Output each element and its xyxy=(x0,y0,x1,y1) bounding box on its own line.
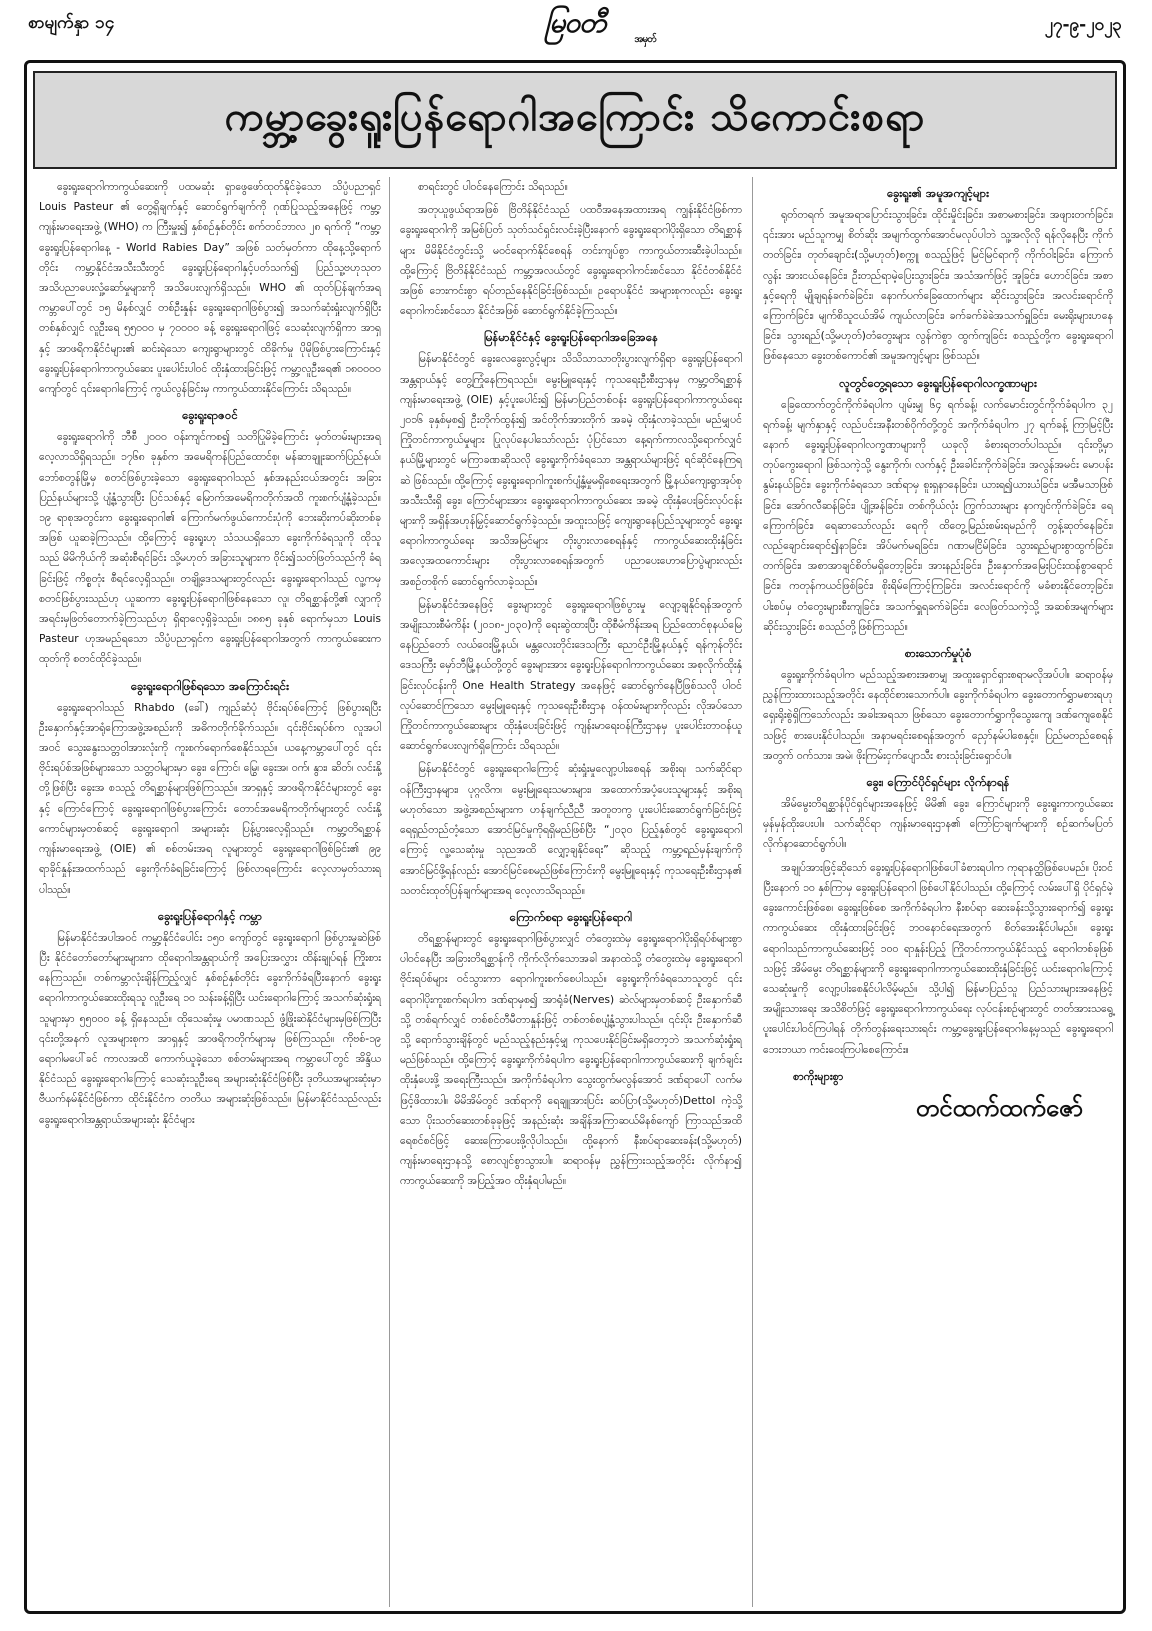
title-banner xyxy=(33,71,1117,169)
section-heading: စားသောက်မှုပုံစံ xyxy=(904,646,972,661)
body-paragraph: ခွေးရူးရောဂါသည် Rhabdo (ခေါ်) ကျည်ဆံပုံ ဗိုင်းရပ်စ်ကြောင့် ဖြစ်ပွားရပြီး ဦးနှောက်နှင့်အာရုံကြောအဖွဲ့အစည်းကို အဓိကတိုက်ခိုက်သည်။ ၎င်းဗိုင်းရပ်စ်က လူအပါအဝင် သွေးနွေးသတ္တဝါအားလုံးကို ကူးစက်ရောက်စေနိုင်သည်။ ယနေ့ကမ္ဘာပေါ်တွင် ၎င်းဗိုင်းရပ်စ်အဖြစ်များသော သတ္တဝါများမှာ ခွေး၊ ကြောင်၊ မြွေ၊ ခွေးအ၊ ဝက်၊ နွား၊ ဆိတ်၊ လင်းနို့ တို့ဖြစ်ပြီး ခွေးအ စသည့် တိရစ္ဆာန်များဖြစ်ကြသည်။ အာရှနှင့် အာဖရိကနိုင်ငံများတွင် ခွေးနှင့် ကြောင်ကြောင့် ခွေးရူးရောဂါဖြစ်ပွားကြောင်း တောင်အမေရိကတိုက်များတွင် လင်းနို့ကောင်များမှတစ်ဆင့် ခွေးရူးရောဂါ အများဆုံး ပြန့်ပွားလေ့ရှိသည်။ ကမ္ဘာ့တိရစ္ဆာန်ကျန်းမာရေးအဖွဲ့ (OIE) ၏ စစ်တမ်းအရ လူများတွင် ခွေးရူးရောဂါဖြစ်ခြင်း၏ ၉၉ ရာခိုင်နှုန်းအထက်သည် ခွေးကိုက်ခံရခြင်းကြောင့် ဖြစ်လာရကြောင်း လေ့လာမှတ်သားရပါသည်။ xyxy=(39,701,381,896)
section-heading: ခွေးရူးရောဂါဖြစ်ရသော အကြောင်းရင်း xyxy=(130,678,290,693)
body-paragraph: မြန်မာနိုင်ငံတွင် ခွေးလေခွေးလွင့်များ သိသိသာသာတိုးပွားလျက်ရှိရာ ခွေးရူးပြန်ရောဂါအန္တရာယ်နှင့် တွေ့ကြုံနေကြရသည်။ မွေးမြူရေးနှင့် ကုသရေးဦးစီးဌာနမှ ကမ္ဘာ့တိရစ္ဆာန်ကျန်းမာရေးအဖွဲ့ (OIE) နှင့်ပူးပေါင်း၍ မြန်မာပြည်တစ်ဝန်း ခွေးရူးပြန်ရောဂါကာကွယ်ရေး ၂၀၁၆ ခုနှစ်မှစ၍ ဦးတိုက်ထွန်း၍ အင်တိုက်အားတိုက် အခမဲ့ ထိုးနှံလာခဲ့သည်။ မည်မျှပင် ကြိုတင်ကာကွယ်မှုများ ပြုလုပ်နေပါသော်လည်း ပုံပြင်သော နေ့ရက်ကာလသို့ရောက်လျှင် နယ်မြို့များတွင် မကြာခဏဆိုသလို ခွေးရူးကိုက်ခံရသော အန္တရာယ်များဖြင့် ရင်ဆိုင်နေကြရဆဲ ဖြစ်သည်။ ထို့ကြောင့် ခွေးရူးရောဂါကူးစက်ပျံ့နှံ့မှုမရှိစေရေးအတွက် မြို့နယ်ကျေးရွာအုပ်စု အသီးသီးရှိ ခွေး၊ ကြောင်များအား ခွေးရူးရောဂါကာကွယ်ဆေး အခမဲ့ ထိုးနှံပေးခြင်းလုပ်ငန်းများကို အရှိန်အဟုန်မြှင့်ဆောင်ရွက်ခဲ့သည်။ အထူးသဖြင့် ကျေးရွာနေပြည်သူများတွင် ခွေးရူးရောဂါကာကွယ်ရေး အသိအမြင်များ တိုးပွားလာစေရန်နှင့် ကာကွယ်ဆေးထိုးနှံခြင်း အလေ့အထကောင်းများ တိုးပွားလာစေရန်အတွက် ပညာပေးဟောပြောပွဲများလည်း အစဉ်တစိုက် ဆောင်ရွက်လာခဲ့သည်။ xyxy=(400,353,742,588)
body-paragraph: အိမ်မွေးတိရစ္ဆာန်ပိုင်ရှင်များအနေဖြင့် မိမိ၏ ခွေး၊ ကြောင်များကို ခွေးရူးကာကွယ်ဆေး မှန်မှန်ထိုးပေးပါ။ သက်ဆိုင်ရာ ကျန်းမာရေးဌာန၏ ကြော်ငြာချက်များကို စဉ်ဆက်မပြတ် လိုက်နာဆောင်ရွက်ပါ။ xyxy=(763,798,1113,851)
col3-content xyxy=(763,183,1113,1128)
article-frame xyxy=(24,60,1126,1614)
section-heading: လူတွင်တွေ့ရသော ခွေးရူးပြန်ရောဂါလက္ခဏာများ xyxy=(839,375,1037,390)
body-paragraph: ခြေထောက်တွင်ကိုက်ခံရပါက ပျမ်းမျှ ၆၄ ရက်ခန့်၊ လက်မောင်းတွင်ကိုက်ခံရပါက ၃၂ ရက်ခန့်၊ မျက်နှာနှင့် လည်ပင်းအနီးတစ်ဝိုက်တို့တွင် အကိုက်ခံရပါက ၂၇ ရက်ခန့် ကြာမြင့်ပြီးနောက် ခွေးရူးပြန်ရောဂါလက္ခဏာများကို ယခုလို ခံစားရတတ်ပါသည်။ ၎င်းတို့မှာ တုပ်ကွေးရောဂါ ဖြစ်သကဲ့သို့ နွေးကိုက်၊ လက်နှင့် ဦးခေါင်းကိုက်ခဲခြင်း၊ အလွန်အမင်း မောပန်းနွမ်းနယ်ခြင်း၊ ခွေးကိုက်ခံရသော ဒဏ်ရာမှ စူးရှနာနေခြင်း၊ ယားရ၍ယားယံခြင်း၊ မအီမသာဖြစ်ခြင်း၊ အော်ဂလီဆန်ခြင်း၊ ပျို့အန်ခြင်း၊ တစ်ကိုယ်လုံး ကြွက်သားများ နာကျင်ကိုက်ခဲခြင်း၊ ရေကြောက်ခြင်း၊ ရေဆာသော်လည်း ရေကို ထိတွေ့မြည်းစမ်းရမည်ကို တွန့်ဆုတ်နေခြင်း၊ လည်ချောင်းရောင်၍နာခြင်း၊ အိပ်မက်မရခြင်း၊ ဂဏာမငြိမ်ခြင်း၊ သွားရည်များစွာထွက်ခြင်း၊ တက်ခြင်း၊ အစာအာချင်စိတ်မရှိတော့ခြင်း၊ အားနည်းခြင်း၊ ဦးနှောက်အမြေးပြင်းထန်စွာရောင်ခြင်း၊ ကတုန်ကယင်ဖြစ်ခြင်း၊ စိုးရိမ်ကြောင့်ကြခြင်း၊ အလင်းရောင်ကို မခံစားနိုင်တော့ခြင်း၊ ပါးစပ်မှ တံတွေးများစီးကျခြင်း၊ အသက်ရှူရခက်ခဲခြင်း၊ လေဖြတ်သကဲ့သို့ အဆစ်အမျက်များ ဆိုင်းသွားခြင်း စသည်တို့ဖြစ်ကြသည်။ xyxy=(763,398,1113,633)
body-paragraph: အတုယူဖွယ်ရာအဖြစ် ဗြိတိန်နိုင်ငံသည် ပထဝီအနေအထားအရ ကျွန်းနိုင်ငံဖြစ်ကာ ခွေးရူးရောဂါကို အမြစ်ပြတ် သုတ်သင်ရှင်းလင်းခဲ့ပြီးနောက် ခွေးရူးရောဂါပိုးရှိသော တိရစ္ဆာန်များ မိမိနိုင်ငံတွင်းသို့ မဝင်ရောက်နိုင်စေရန် တင်းကျပ်စွာ ကာကွယ်တားဆီးခဲ့ပါသည်။ ထို့ကြောင့် ဗြိတိန်နိုင်ငံသည် ကမ္ဘာ့အလယ်တွင် ခွေးရူးရောဂါကင်းစင်သော နိုင်ငံတစ်နိုင်ငံအဖြစ် ဘေးကင်းစွာ ရပ်တည်နေနိုင်ခြင်းဖြစ်သည်။ ဥရောပနိုင်ငံ အများစုကလည်း ခွေးရူးရောဂါကင်းစင်သော နိုင်ငံအဖြစ် ဆောင်ရွက်နိုင်ခဲ့ကြသည်။ xyxy=(400,204,742,318)
column-2 xyxy=(389,177,753,1607)
column-1 xyxy=(35,177,389,1607)
body-paragraph: စာရင်းတွင် ပါဝင်နေကြောင်း သိရသည်။ xyxy=(418,181,568,193)
section-heading: ခွေးရူးရာဇဝင် xyxy=(182,408,238,423)
page-header xyxy=(0,0,1152,60)
newspaper-logo xyxy=(480,4,670,50)
body-paragraph: မြန်မာနိုင်ငံတွင် ခွေးရူးရောဂါကြောင့် ဆုံးရှုံးမှုလျော့ပါးစေရန် အစိုးရ၊ သက်ဆိုင်ရာဝန်ကြီးဌာနများ၊ ပုဂ္ဂလိက၊ မွေးမြူရေးသမားများ၊ အထောက်အပံ့ပေးသူများနှင့် အစိုးရမဟုတ်သော အဖွဲ့အစည်းများက ဟန်ချက်ညီညီ အတူတကွ ပူးပေါင်းဆောင်ရွက်ခြင်းဖြင့် ရေရှည်တည်တံ့သော အောင်မြင်မှုကိုရရှိမည်ဖြစ်ပြီး “၂၀၃၀ ပြည့်နှစ်တွင် ခွေးရူးရောဂါကြောင့် လူ့သေဆုံးမှု သုညအထိ လျှော့ချနိုင်ရေး” ဆိုသည့် ကမ္ဘာ့ရည်မှန်းချက်ကို အောင်မြင်ဖို့ရန်လည်း အောင်မြင်စေမည်ဖြစ်ကြောင်းကို မွေးမြူရေးနှင့် ကုသရေးဦးစီးဌာန၏ သတင်းထုတ်ပြန်ချက်များအရ လေ့လာသိရသည်။ xyxy=(400,763,742,897)
logo-subtext: အမှတ် xyxy=(634,34,656,45)
author-name: တင်ထက်ထက်ဇော် xyxy=(915,1093,1083,1122)
section-heading: ကြောက်စရာ ခွေးရူးပြန်ရောဂါ xyxy=(509,909,633,924)
body-paragraph: မြန်မာနိုင်ငံအနေဖြင့် ခွေးများတွင် ခွေးရူးရောဂါဖြစ်ပွားမှု လျော့ချနိုင်ရန်အတွက် အမျိုးသားစီမံကိန်း (၂၀၁၈-၂၀၃၀)ကို ရေးဆွဲထားပြီး ထိုစီမံကိန်းအရ ပြည်ထောင်စုနယ်မြေ နေပြည်တော် လယ်ဝေးမြို့နယ်၊ မန္တလေးတိုင်းဒေသကြီး ညောင်ဦးမြို့နယ်နှင့် ရန်ကုန်တိုင်းဒေသကြီး မှော်ဘီမြို့နယ်တို့တွင် ခွေးများအား ခွေးရူးပြန်ရောဂါကာကွယ်ဆေး အစုလိုက်ထိုးနှံခြင်းလုပ်ငန်းကို One Health Strategy အနေဖြင့် ဆောင်ရွက်နေပြီဖြစ်သလို ပါဝင်လုပ်ဆောင်ကြသော မွေးမြူရေးနှင့် ကုသရေးဦးစီးဌာန ဝန်ထမ်းများကိုလည်း လိုအပ်သော ကြိုတင်ကာကွယ်ဆေးများ ထိုးနှံပေးခြင်းဖြင့် ကျန်းမာရေးဝန်ကြီးဌာနမှ ပူးပေါင်းတာဝန်ယူ ဆောင်ရွက်ပေးလျက်ရှိကြောင်း သိရသည်။ xyxy=(400,598,742,753)
article-title: ကမ္ဘာ့ခွေးရူးပြန်ရောဂါအကြောင်း သိကောင်းစရာ xyxy=(224,93,926,140)
article-body xyxy=(35,177,1117,1607)
source-label: စာကိုးများစွာ xyxy=(793,1069,844,1083)
body-paragraph: ခွေးရူးရောဂါကာကွယ်ဆေးကို ပထမဆုံး ရှာဖွေဖော်ထုတ်နိုင်ခဲ့သော သိပ္ပံပညာရှင် Louis Pasteur ၏ တွေ့ရှိချက်နှင့် ဆောင်ရွက်ချက်ကို ဂုဏ်ပြုသည့်အနေဖြင့် ကမ္ဘာ့ကျန်းမာရေးအဖွဲ့ (WHO) က ကြီးမှူး၍ နှစ်စဉ်နှစ်တိုင်း စက်တင်ဘာလ ၂၈ ရက်ကို “ကမ္ဘာ့ခွေးရူးပြန်ရောဂါနေ့ - World Rabies Day” အဖြစ် သတ်မှတ်ကာ ထိုနေ့သို့ရောက်တိုင်း ကမ္ဘာ့နိုင်ငံအသီးသီးတွင် ခွေးရူးပြန်ရောဂါနှင့်ပတ်သက်၍ ပြည်သူ့ဗဟုသုတ အသိပညာပေးလှုံ့ဆော်မှုများကို အသိပေးလျက်ရှိသည်။ WHO ၏ ထုတ်ပြန်ချက်အရ ကမ္ဘာပေါ်တွင် ၁၅ မိနစ်လျှင် တစ်ဦးနှုန်း ခွေးရူးရောဂါဖြစ်ပွား၍ အသက်ဆုံးရှုံးလျက်ရှိပြီး တစ်နှစ်လျှင် လူဦးရေ ၅၅၀၀၀ မှ ၇၀၀၀၀ ခန့် ခွေးရူးရောဂါဖြင့် သေဆုံးလျက်ရှိကာ အာရှနှင့် အာဖရိကနိုင်ငံများ၏ ဆင်းရဲသော ကျေးရွာများတွင် ထိခိုက်မှု ပိုမိုဖြစ်ပွားကြောင်းနှင့် ခွေးရူးပြန်ရောဂါကာကွယ်ဆေး ပူးပေါင်းပါဝင် ထိုးနှံထားခြင်းဖြင့် ကမ္ဘာ့လူဦးရေ၏ ၁၈၀၀၀၀ ကျော်တွင် ၎င်းရောဂါကြောင့် ကွယ်လွန်ခြင်းမှ ကာကွယ်ထားနိုင်ကြောင်း သိရသည်။ xyxy=(39,181,381,396)
issue-date: ၂၇-၉-၂၀၂၃ xyxy=(1044,15,1122,35)
logo-text: မြဝတီ xyxy=(544,6,606,39)
page-number: စာမျက်နှာ ၁၄ xyxy=(28,13,115,33)
section-heading: ခွေးရူး၏ အမူအကျင့်များ xyxy=(886,186,990,200)
body-paragraph: ခွေးရူးရောဂါကို ဘီစီ ၂၀၀၀ ဝန်းကျင်ကစ၍ သတိပြုမိခဲ့ကြောင်း မှတ်တမ်းများအရ လေ့လာသိရှိရသည်။ ၁၇၆၈ ခုနှစ်က အမေရိကန်ပြည်ထောင်စု၊ မန်ဆာချူးဆက်ပြည်နယ်၊ ဘော်စတွန်မြို့မှ စတင်ဖြစ်ပွားခဲ့သော ခွေးရူးရောဂါသည် နှစ်အနည်းငယ်အတွင်း အခြားပြည်နယ်များသို့ ပျံ့နှံ့သွားပြီး ပြင်သစ်နှင့် မြောက်အမေရိကတိုက်အထိ ကူးစက်ပျံ့နှံ့ခဲ့သည်။ ၁၉ ရာစုအတွင်းက ခွေးရူးရောဂါ၏ ကြောက်မက်ဖွယ်ကောင်းပုံကို ဘေးဆိုးကပ်ဆိုးတစ်ခုအဖြစ် ယူဆခဲ့ကြသည်။ ထို့ကြောင့် ခွေးရူးဟု သံသယရှိသော ခွေးကိုက်ခံရသူကို ထိုသူသည် မိမိကိုယ်ကို အဆုံးစီရင်ခြင်း သို့မဟုတ် အခြားသူများက ဝိုင်း၍သတ်ဖြတ်သည်ကို ခံရခြင်းဖြင့် ကိစ္စတုံး စီရင်လေ့ရှိသည်။ တချို့ဒေသများတွင်လည်း ခွေးရူးရောဂါသည် လူ့ကမှ စတင်ဖြစ်ပွားသည်ဟု ယူဆကာ ခွေးရူးပြန်ရောဂါဖြစ်နေသော လူ၊ တိရစ္ဆာန်တို့၏ လျှာကို အရင်းမှဖြတ်တောက်ခဲ့ကြသည်ဟု ရှိရာလေ့ရှိခဲ့သည်။ ၁၈၈၅ ခုနှစ် ရောက်မှသာ Louis Pasteur ဟုအမည်ရသော သိပ္ပံပညာရှင်က ခွေးရူးပြန်ရောဂါအတွက် ကာကွယ်ဆေးကထုတ်ကို စတင်ထိုင်ခဲ့သည်။ xyxy=(39,431,381,666)
section-heading: ခွေးရူးပြန်ရောဂါနှင့် ကမ္ဘာ xyxy=(157,908,263,923)
body-paragraph: အချုပ်အားဖြင့်ဆိုသော် ခွေးရူးပြန်ရောဂါဖြစ်ပေါ်ခံစားရပါက ကုရာနတ္ထိဖြစ်ပေမည်။ ပိုးဝင်ပြီးနောက် ၁၀ နှစ်ကြာမှ ခွေးရူးပြန်ရောဂါ ဖြစ်ပေါ်နိုင်ပါသည်။ ထို့ကြောင့် လမ်းပေါ်ရှိ ပိုင်ရှင်မဲ့ခွေးကောင်းဖြစ်စေ၊ ခွေးရူးဖြစ်စေ အကိုက်ခံရပါက နီးစပ်ရာ ဆေးခန်းသို့သွားရောက်၍ ခွေးရူးကာကွယ်ဆေး ထိုးနှံထားခြင်းဖြင့် ဘဝနောင်ရေးအတွက် စိတ်အေးနိုင်ပါမည်။ ခွေးရူးရောဂါသည်ကာကွယ်ဆေးဖြင့် ၁၀၀ ရာနှုန်းပြည့် ကြိုတင်ကာကွယ်နိုင်သည့် ရောဂါတစ်ခုဖြစ်သဖြင့် အိမ်မွေး တိရစ္ဆာန်များကို ခွေးရူးရောဂါကာကွယ်ဆေးထိုးနှံခြင်းဖြင့် ယင်းရောဂါကြောင့် သေဆုံးမှုကို လျော့ပါးစေနိုင်ပါလိမ့်မည်။ သို့ပါ၍ မြန်မာပြည်သူ ပြည်သားများအနေဖြင့် အမျိုးသားရေး အသိစိတ်ဖြင့် ခွေးရူးရောဂါကာကွယ်ရေး လုပ်ငန်းစဉ်များတွင် တတ်အားသရွေ့ ပူးပေါင်းပါဝင်ကြပါရန် တိုက်တွန်းရေးသားရင်း ကမ္ဘာ့ခွေးရူးပြန်ရောဂါနေ့မှသည် ခွေးရူးရောဂါ ဘေးဘယာ ကင်းဝေးကြပါစေကြောင်း။ xyxy=(763,861,1113,1056)
body-paragraph: မြန်မာနိုင်ငံအပါအဝင် ကမ္ဘာ့နိုင်ငံပေါင်း ၁၅၀ ကျော်တွင် ခွေးရူးရောဂါ ဖြစ်ပွားမှုဆဲဖြစ်ပြီး နိုင်ငံတော်တော်များများက ထိုရောဂါအန္တရာယ်ကို အပြေးအလွှား ထိန်းချုပ်ရန် ကြိုးစားနေကြသည်။ တစ်ကမ္ဘာလုံးချိန်ကြည့်လျှင် နှစ်စဉ်နှစ်တိုင်း ခွေးကိုက်ခံရပြီးနောက် ခွေးရူးရောဂါကာကွယ်ဆေးထိုးရသူ လူဦးရေ ၁၀ သန်းခန့်ရှိပြီး ယင်းရောဂါကြောင့် အသက်ဆုံးရှုံးရသူများမှာ ၅၅၀၀၀ ခန့် ရှိနေသည်။ ထိုသေဆုံးမှု ပမာဏသည် ဖွံ့ဖြိုးဆဲနိုင်ငံများမှဖြစ်ကြပြီး ၎င်းတို့အနက် လူအများစုက အာရှနှင့် အာဖရိကတိုက်များမှ ဖြစ်ကြသည်။ ကိုဗစ်-၁၉ ရောဂါမပေါ်ခင် ကာလအထိ ကောက်ယူခဲ့သော စစ်တမ်းများအရ ကမ္ဘာပေါ်တွင် အိန္ဒိယနိုင်ငံသည် ခွေးရူးရောဂါကြောင့် သေဆုံးသူဦးရေ အများဆုံးနိုင်ငံဖြစ်ပြီး ဒုတိယအများဆုံးမှာ ဗီယက်နမ်နိုင်ငံဖြစ်ကာ ထိုင်းနိုင်ငံက တတိယ အများဆုံးဖြစ်သည်။ မြန်မာနိုင်ငံသည်လည်း ခွေးရူးရောဂါအန္တရာယ်အများဆုံး နိုင်ငံများ xyxy=(39,931,381,1126)
body-paragraph: တိရစ္ဆာန်များတွင် ခွေးရူးရောဂါဖြစ်ပွားလျှင် တံတွေးထဲမှ ခွေးရူးရောဂါပိုးရှိရပ်စ်များစွာ ပါဝင်နေပြီး အခြားတိရစ္ဆာန်ကို ကိုက်လိုက်သောအခါ အနာထဲသို့ တံတွေးထဲမှ ခွေးရူးရောဂါဗိုင်းရပ်စ်များ ဝင်သွားကာ ရောဂါကူးစက်စေပါသည်။ ခွေးရူးကိုက်ခံရသောသူတွင် ၎င်းရောဂါပိုးကူးစက်ရပါက ဒဏ်ရာမှစ၍ အာရုံခံ(Nerves) ဆဲလ်များမှတစ်ဆင့် ဦးနှောက်ဆီသို့ တစ်ရက်လျှင် တစ်စင်တီမီတာနှုန်းဖြင့် တစ်တစ်စပျံ့နှံ့သွားပါသည်။ ၎င်းပိုး ဦးနှောက်ဆီသို့ ရောက်သွားချိန်တွင် မည်သည့်နည်းနှင့်မျှ ကုသပေးနိုင်ခြင်းမရှိတော့ဘဲ အသက်ဆုံးရှုံးရမည်ဖြစ်သည်။ ထို့ကြောင့် ခွေးရူးကိုက်ခံရပါက ခွေးရူးပြန်ရောဂါကာကွယ်ဆေးကို ချက်ချင်းထိုးနှံပေးဖို့ အရေးကြီးသည်။ အကိုက်ခံရပါက သွေးထွက်မလွန်အောင် ဒဏ်ရာပေါ် လက်မဖြင့်ဖိထားပါ။ မိမိအိမ်တွင် ဒဏ်ရာကို ရေချူအားပြင်း ဆပ်ပြာ(သို့မဟုတ်)Dettol ကဲ့သို့သော ပိုးသတ်ဆေးတစ်ခုခုဖြင့် အနည်းဆုံး အချိန်အကြာဆယ်မိနစ်ကျော် ကြာသည်အထိ ရေစင်စင်ဖြင့် ဆေးကြောပေးဖို့လိုပါသည်။ ထို့နောက် နီးစပ်ရာဆေးခန်း(သို့မဟုတ်) ကျန်းမာရေးဌာနသို့ စောလျင်စွာသွားပါ။ ဆရာဝန်မှ ညွှန်ကြားသည့်အတိုင်း လိုက်နာ၍ ကာကွယ်ဆေးကို အပြည့်အဝ ထိုးနှံရပါမည်။ xyxy=(400,932,742,1188)
body-paragraph: ရုတ်တရက် အမူအရာပြောင်းသွားခြင်း၊ ထိုင်းမှိုင်းခြင်း၊ အစာမစားခြင်း၊ အဖျားတက်ခြင်း၊ ၎င်းအား မည်သူကမျှ စိတ်ဆိုး အမျက်ထွက်အောင်မလုပ်ပါဘဲ သူ့အလိုလို ရန်လိုနေပြီး ကိုက်တတ်ခြင်း၊ တုတ်ချောင်း(သို့မဟုတ်)စက္ကူ စသည့်ဖြင့် မြင်မြင်ရာကို ကိုက်ဝါးခြင်း၊ ကြောက်လွန်း အားငယ်နေခြင်း၊ ဦးတည်ရာမဲ့ပြေးသွားခြင်း၊ အသံအက်ဖြင့် အူခြင်း၊ ဟောင်ခြင်း၊ အစာနှင့်ရေကို မျိုချရန်ခက်ခဲခြင်း၊ နောက်ပက်ခြေထောက်များ ဆိုင်းသွားခြင်း၊ အလင်းရောင်ကို ကြောက်ခြင်း၊ မျက်စိသူငယ်အိမ် ကျယ်လာခြင်း၊ ခက်ခက်ခဲခဲအသက်ရှူခြင်း၊ မေးရိုးများဟနေခြင်း၊ သွားရည်(သို့မဟုတ်)တံတွေးများ လွန်ကဲစွာ ထွက်ကျခြင်း စသည့်တို့က ခွေးရူးရောဂါဖြစ်နေသော ခွေးတစ်ကောင်၏ အမူအကျင့်များ ဖြစ်သည်။ xyxy=(763,209,1113,363)
column-3 xyxy=(753,177,1117,1607)
body-paragraph: ခွေးရူးကိုက်ခံရပါက မည်သည့်အစားအစာမျှ အထူးရှောင်ရှားစရာမလိုအပ်ပါ။ ဆရာဝန်မှ ညွှန်ကြားထားသည့်အတိုင်း နေထိုင်စားသောက်ပါ။ ခွေးကိုက်ခံရပါက ခွေးတောက်ရွှာမစားရဟု ရှေးရိုးစွဲရှိကြသော်လည်း အခါးအရသာ ဖြစ်သော ခွေးတောက်ရွှာကိုသွေးကျေ ဒဏ်ကျေစေနိုင်သဖြင့် စားပေးနိုင်ပါသည်။ အနာမရင်းစေရန်အတွက် ညှော်နမ်ပါစေနှင့်။ ပြည်မတည်စေရန်အတွက် ဝက်သား၊ အမဲ၊ ဖိုးကြမ်းငှက်ပျောသီး စားသုံးခြင်းရှောင်ပါ။ xyxy=(763,669,1113,762)
section-heading: မြန်မာနိုင်ငံနှင့် ခွေးရူးပြန်ရောဂါအခြေအနေ xyxy=(483,330,659,345)
section-heading: ခွေး၊ ကြောင်ပိုင်ရှင်များ လိုက်နာရန် xyxy=(866,775,1010,790)
